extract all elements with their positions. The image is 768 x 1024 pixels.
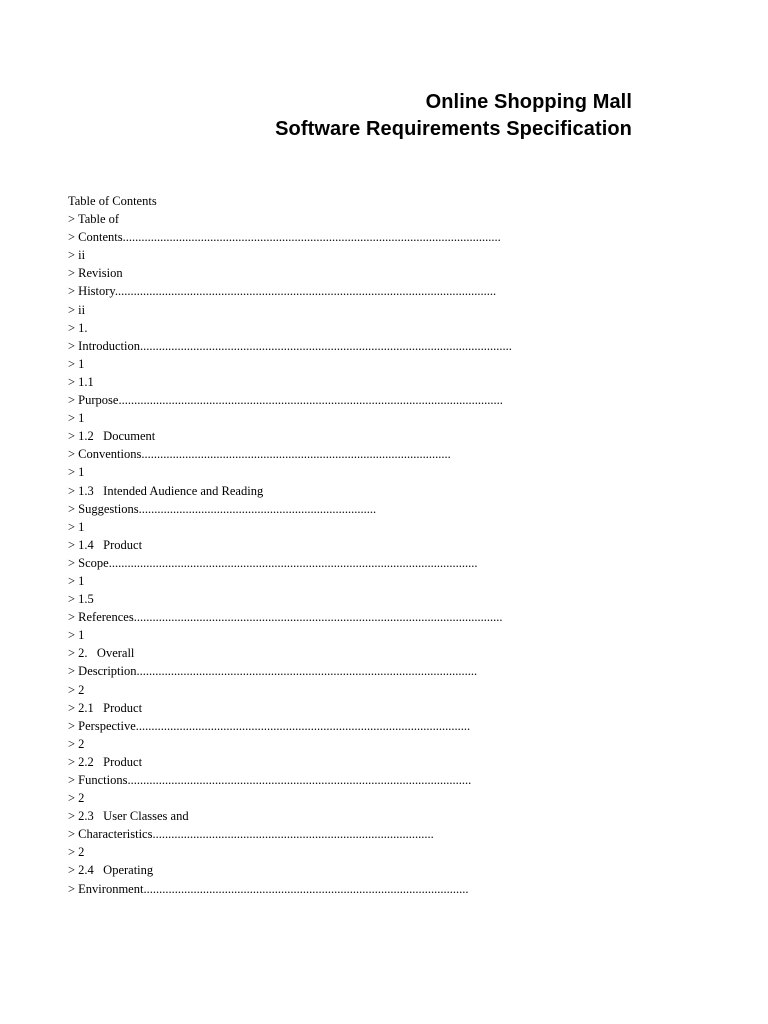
table-of-contents — [68, 192, 708, 898]
toc-line: > 1 — [68, 573, 85, 588]
toc-lines — [68, 210, 708, 898]
toc-line: > 2.3 User Classes and — [68, 809, 189, 824]
toc-line: > 1.3 Intended Audience and Reading — [68, 483, 264, 498]
toc-line: > Functions.............................................................................................................. — [68, 773, 472, 787]
toc-line: > Table of — [68, 212, 120, 227]
toc-line: > Perspective........................................................................................................... — [68, 718, 471, 733]
document-subtitle: Software Requirements Specification — [275, 118, 632, 140]
toc-line: > Characteristics.......................................................................................... — [68, 827, 434, 842]
toc-line: > ii — [68, 248, 86, 263]
toc-line: > 1 — [68, 356, 85, 371]
toc-line: > Conventions................................................................................................... — [68, 447, 451, 462]
toc-line: > Introduction....................................................................................................................... — [68, 338, 512, 353]
toc-line: > 1 — [68, 519, 85, 534]
toc-line: > 2.2 Product — [68, 754, 143, 769]
toc-line: > Purpose........................................................................................................................... — [68, 393, 503, 408]
toc-line: > 2 — [68, 845, 85, 860]
toc-line: > 1. — [68, 320, 88, 335]
toc-line: > 1 — [68, 628, 85, 643]
toc-line: > 2 — [68, 736, 85, 751]
toc-line: > 1.2 Document — [68, 429, 156, 444]
toc-heading: Table of Contents — [68, 194, 157, 208]
document-header — [275, 89, 632, 143]
toc-line: > ii — [68, 302, 86, 317]
toc-line: > 1 — [68, 465, 85, 480]
toc-line: > 2 — [68, 682, 85, 697]
toc-line: > Description............................................................................................................. — [68, 664, 478, 679]
toc-line: > 1 — [68, 411, 85, 426]
document-title: Online Shopping Mall — [425, 91, 632, 113]
toc-line: > 2.1 Product — [68, 700, 143, 715]
toc-line: > Scope...................................................................................................................... — [68, 555, 478, 570]
toc-line: > 1.1 — [68, 374, 94, 389]
toc-line: > 2 — [68, 791, 85, 806]
toc-line: > References...................................................................................................................... — [68, 610, 503, 625]
toc-line: > Revision — [68, 266, 123, 281]
toc-line: > 1.4 Product — [68, 537, 143, 552]
toc-line: > Suggestions............................................................................ — [68, 501, 377, 516]
toc-line: > 2.4 Operating — [68, 863, 154, 878]
toc-line: > History.......................................................................................................................... — [68, 284, 497, 299]
toc-line: > Environment........................................................................................................ — [68, 881, 469, 896]
toc-line: > 1.5 — [68, 592, 94, 607]
toc-line: > 2. Overall — [68, 646, 135, 661]
toc-line: > Contents......................................................................................................................... — [68, 230, 501, 245]
